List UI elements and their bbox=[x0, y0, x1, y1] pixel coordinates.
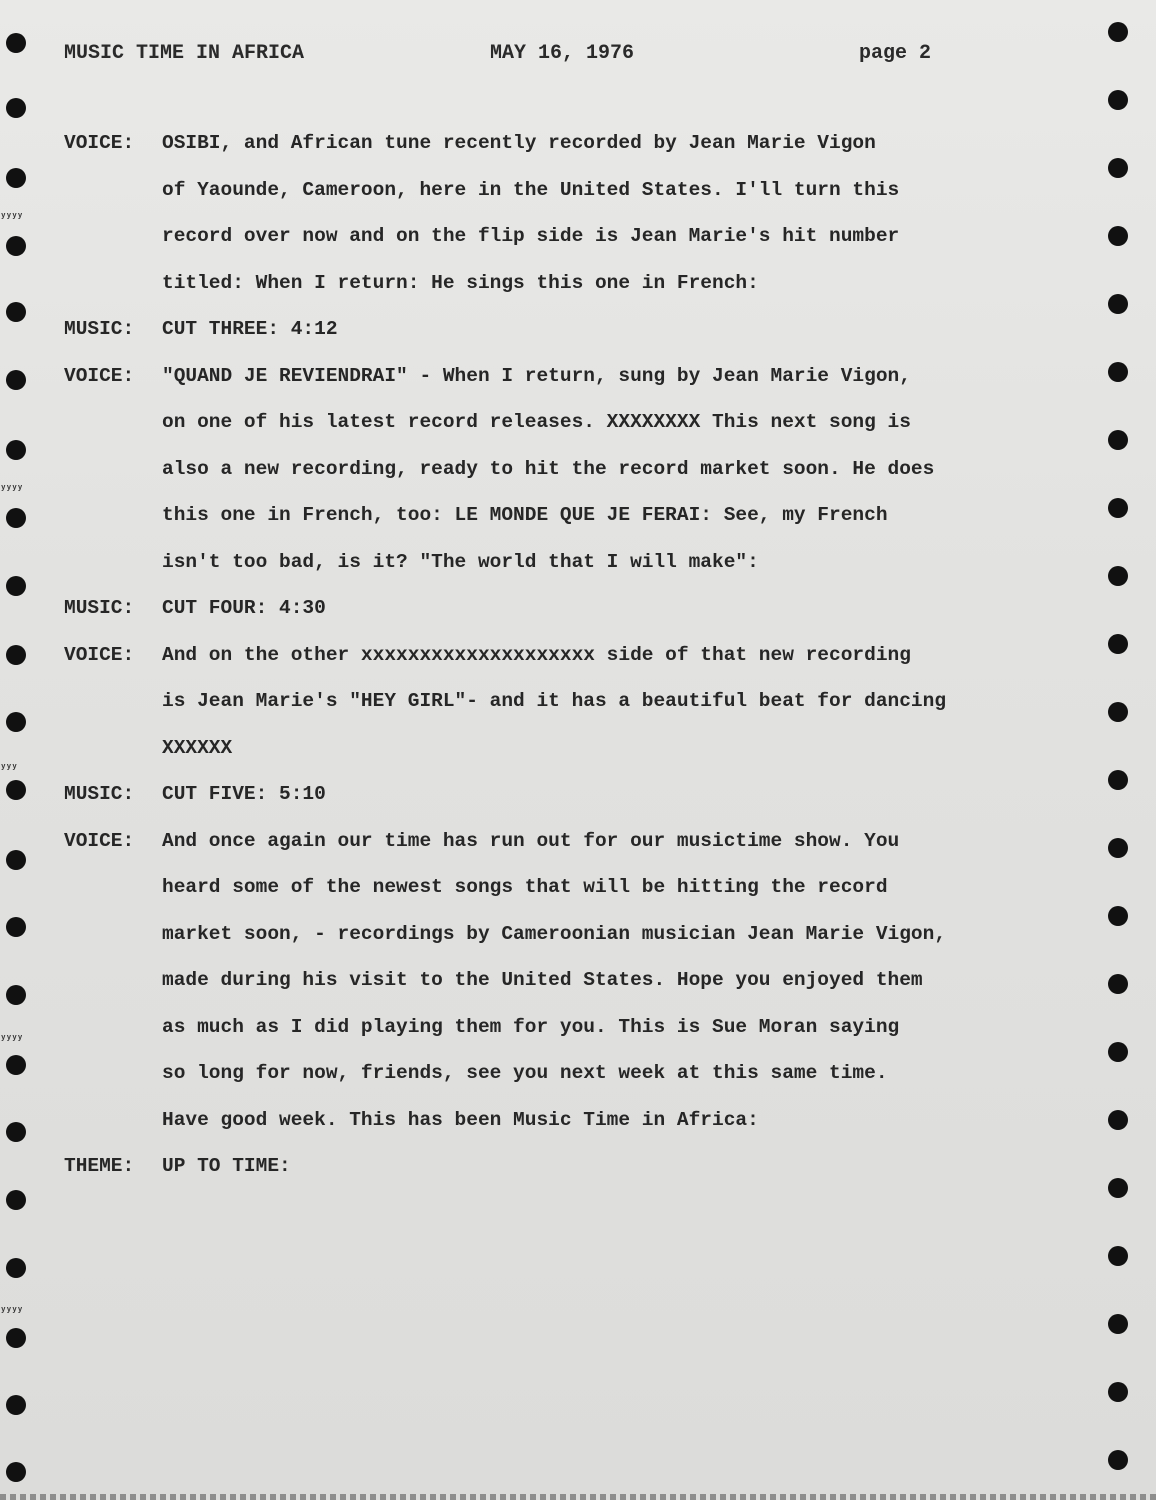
script-text: CUT FOUR: 4:30 bbox=[162, 597, 326, 619]
feed-hole-icon bbox=[6, 440, 26, 460]
script-line bbox=[64, 411, 1094, 458]
feed-hole-icon bbox=[6, 1190, 26, 1210]
perforation-mark: ʸʸʸʸ bbox=[0, 212, 23, 224]
cue-label: VOICE: bbox=[64, 364, 135, 387]
feed-hole-icon bbox=[6, 1055, 26, 1075]
script-line bbox=[64, 1062, 1094, 1109]
feed-hole-icon bbox=[1108, 566, 1128, 586]
script-line bbox=[64, 504, 1094, 551]
feed-hole-icon bbox=[6, 576, 26, 596]
script-line bbox=[64, 1109, 1094, 1156]
feed-hole-icon bbox=[1108, 1246, 1128, 1266]
perforated-bottom-edge bbox=[0, 1494, 1156, 1500]
feed-hole-icon bbox=[6, 98, 26, 118]
feed-hole-icon bbox=[1108, 770, 1128, 790]
feed-hole-icon bbox=[6, 985, 26, 1005]
feed-hole-icon bbox=[6, 302, 26, 322]
feed-hole-icon bbox=[1108, 226, 1128, 246]
script-text: And on the other xxxxxxxxxxxxxxxxxxxx side of that new recording bbox=[162, 643, 911, 666]
feed-hole-icon bbox=[6, 917, 26, 937]
feed-hole-icon bbox=[6, 370, 26, 390]
cue-label: VOICE: bbox=[64, 643, 135, 666]
feed-hole-icon bbox=[6, 780, 26, 800]
cue-label: MUSIC: bbox=[64, 597, 135, 619]
cue-label: THEME: bbox=[64, 1155, 135, 1177]
program-title: MUSIC TIME IN AFRICA bbox=[64, 42, 305, 65]
feed-hole-icon bbox=[1108, 974, 1128, 994]
script-line bbox=[64, 1155, 1094, 1202]
cue-label: VOICE: bbox=[64, 829, 135, 852]
script-line bbox=[64, 132, 1094, 179]
feed-hole-icon bbox=[6, 1122, 26, 1142]
feed-hole-icon bbox=[1108, 1450, 1128, 1470]
feed-hole-icon bbox=[1108, 22, 1128, 42]
script-body bbox=[64, 132, 1094, 1202]
script-text: XXXXXX bbox=[162, 736, 233, 759]
feed-hole-icon bbox=[1108, 362, 1128, 382]
feed-hole-icon bbox=[1108, 90, 1128, 110]
script-line bbox=[64, 225, 1094, 272]
feed-hole-icon bbox=[6, 33, 26, 53]
feed-hole-icon bbox=[1108, 1314, 1128, 1334]
script-text: this one in French, too: LE MONDE QUE JE FERAI: See, my French bbox=[162, 504, 888, 526]
script-text: Have good week. This has been Music Time in Africa: bbox=[162, 1108, 759, 1131]
script-text: of Yaounde, Cameroon, here in the United States. I'll turn this bbox=[162, 178, 900, 201]
feed-hole-icon bbox=[6, 1328, 26, 1348]
feed-hole-icon bbox=[6, 508, 26, 528]
script-text: as much as I did playing them for you. This is Sue Moran saying bbox=[162, 1015, 900, 1038]
script-text: titled: When I return: He sings this one in French: bbox=[162, 271, 759, 294]
feed-hole-icon bbox=[1108, 1042, 1128, 1062]
perforation-mark: ʸʸʸ bbox=[0, 763, 17, 775]
script-text: CUT FIVE: 5:10 bbox=[162, 783, 326, 805]
script-line bbox=[64, 783, 1094, 830]
feed-hole-icon bbox=[1108, 838, 1128, 858]
script-text: And once again our time has run out for our musictime show. You bbox=[162, 829, 900, 852]
feed-hole-icon bbox=[1108, 906, 1128, 926]
cue-label: MUSIC: bbox=[64, 783, 135, 805]
feed-hole-icon bbox=[1108, 294, 1128, 314]
script-text: is Jean Marie's "HEY GIRL"- and it has a beautiful beat for dancing bbox=[162, 690, 947, 712]
cue-label: MUSIC: bbox=[64, 318, 135, 340]
feed-hole-icon bbox=[6, 712, 26, 732]
script-text: heard some of the newest songs that will be hitting the record bbox=[162, 876, 888, 898]
script-line bbox=[64, 644, 1094, 691]
broadcast-date: MAY 16, 1976 bbox=[490, 42, 635, 65]
feed-hole-icon bbox=[1108, 498, 1128, 518]
feed-hole-icon bbox=[6, 1462, 26, 1482]
script-line bbox=[64, 458, 1094, 505]
script-line bbox=[64, 179, 1094, 226]
script-text: record over now and on the flip side is Jean Marie's hit number bbox=[162, 225, 900, 247]
cue-label: VOICE: bbox=[64, 132, 135, 154]
script-text: made during his visit to the United States. Hope you enjoyed them bbox=[162, 969, 923, 991]
script-line bbox=[64, 597, 1094, 644]
feed-hole-icon bbox=[1108, 702, 1128, 722]
script-text: isn't too bad, is it? "The world that I will make": bbox=[162, 550, 759, 573]
script-line bbox=[64, 1016, 1094, 1063]
script-text: OSIBI, and African tune recently recorded by Jean Marie Vigon bbox=[162, 132, 876, 154]
script-line bbox=[64, 318, 1094, 365]
script-line bbox=[64, 737, 1094, 784]
script-text: on one of his latest record releases. XXXXXXXX This next song is bbox=[162, 411, 911, 433]
feed-hole-icon bbox=[1108, 158, 1128, 178]
script-text: CUT THREE: 4:12 bbox=[162, 318, 338, 340]
perforation-mark: ʸʸʸʸ bbox=[0, 484, 23, 496]
feed-hole-icon bbox=[1108, 430, 1128, 450]
feed-hole-icon bbox=[1108, 1178, 1128, 1198]
script-line bbox=[64, 969, 1094, 1016]
perforation-mark: ʸʸʸʸ bbox=[0, 1306, 23, 1318]
script-line bbox=[64, 365, 1094, 412]
script-line bbox=[64, 272, 1094, 319]
feed-hole-icon bbox=[6, 236, 26, 256]
feed-hole-icon bbox=[6, 1258, 26, 1278]
page-number: page 2 bbox=[859, 42, 932, 65]
script-text: market soon, - recordings by Cameroonian musician Jean Marie Vigon, bbox=[162, 922, 947, 945]
feed-hole-icon bbox=[1108, 1110, 1128, 1130]
feed-hole-icon bbox=[6, 1395, 26, 1415]
script-text: also a new recording, ready to hit the record market soon. He does bbox=[162, 457, 935, 480]
feed-hole-icon bbox=[1108, 634, 1128, 654]
feed-hole-icon bbox=[1108, 1382, 1128, 1402]
script-line bbox=[64, 876, 1094, 923]
script-line bbox=[64, 923, 1094, 970]
feed-hole-icon bbox=[6, 850, 26, 870]
perforation-mark: ʸʸʸʸ bbox=[0, 1034, 23, 1046]
script-line bbox=[64, 830, 1094, 877]
script-line bbox=[64, 690, 1094, 737]
feed-hole-icon bbox=[6, 168, 26, 188]
feed-hole-icon bbox=[6, 645, 26, 665]
script-line bbox=[64, 551, 1094, 598]
page-header bbox=[64, 42, 1036, 68]
script-text: UP TO TIME: bbox=[162, 1155, 291, 1177]
script-text: "QUAND JE REVIENDRAI" - When I return, sung by Jean Marie Vigon, bbox=[162, 364, 911, 387]
script-text: so long for now, friends, see you next week at this same time. bbox=[162, 1062, 888, 1084]
